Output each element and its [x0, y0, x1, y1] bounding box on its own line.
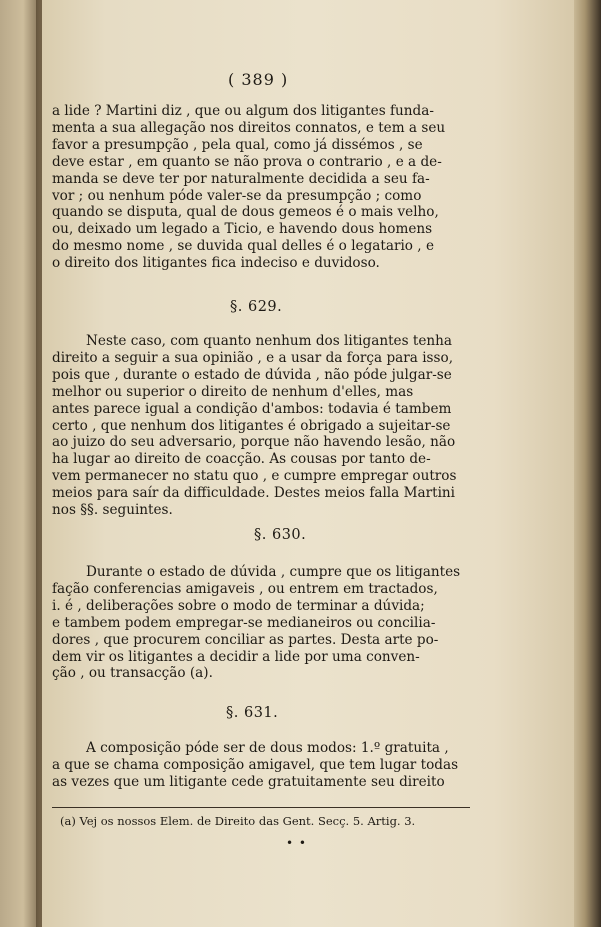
text-line: certo , que nenhum dos litigantes é obrigado a sujeitar-se	[52, 417, 451, 434]
text-line: vor ; ou nenhum póde valer-se da presumpção ; como	[52, 187, 422, 204]
text-line: nos §§. seguintes.	[52, 502, 173, 519]
page-number: ( 389 )	[228, 70, 289, 89]
section-heading-629: §. 629.	[230, 299, 283, 315]
page-edge-right	[574, 0, 601, 927]
footnote-rule	[52, 807, 470, 808]
text-line: as vezes que um litigante cede gratuitamente seu direito	[52, 773, 445, 790]
text-line: vem permanecer no statu quo , e cumpre empregar outros	[52, 468, 457, 485]
paragraph-3	[52, 564, 470, 682]
text-line: quando se disputa, qual de dous gemeos é o mais velho,	[52, 204, 439, 221]
text-line: menta a sua allegação nos direitos connatos, e tem a seu	[52, 119, 446, 136]
text-line: A composição póde ser de dous modos: 1.º gratuita ,	[86, 740, 449, 756]
text-line: antes parece igual a condição d'ambos: todavia é tambem	[52, 400, 452, 417]
text-line: dem vir os litigantes a decidir a lide por uma conven-	[52, 648, 420, 665]
text-line: fação conferencias amigaveis , ou entrem em tractados,	[52, 580, 438, 597]
text-line: pois que , durante o estado de dúvida , não póde julgar-se	[52, 366, 452, 383]
text-line: Neste caso, com quanto nenhum dos litigantes tenha	[86, 333, 453, 349]
footnote: (a) Vej os nossos Elem. de Direito das Gent. Secç. 5. Artig. 3.	[60, 814, 416, 828]
paragraph-2	[52, 333, 470, 519]
paragraph-4	[52, 740, 470, 791]
text-line: manda se deve ter por naturalmente decidida a seu fa-	[52, 170, 430, 187]
text-line: e tambem podem empregar-se medianeiros ou concilia-	[52, 614, 436, 631]
text-line: ou, deixado um legado a Ticio, e havendo dous homens	[52, 221, 433, 238]
text-line: i. é , deliberações sobre o modo de terminar a dúvida;	[52, 597, 425, 614]
text-line: ção , ou transacção (a).	[52, 665, 213, 682]
text-line: Durante o estado de dúvida , cumpre que os litigantes	[86, 564, 461, 580]
book-page	[42, 0, 574, 927]
text-line: direito a seguir a sua opinião , e a usar da força para isso,	[52, 349, 454, 366]
text-line: melhor ou superior o direito de nenhum d'elles, mas	[52, 383, 414, 400]
section-heading-630: §. 630.	[254, 527, 307, 543]
text-line: deve estar , em quanto se não prova o contrario , e a de-	[52, 153, 442, 170]
text-line: do mesmo nome , se duvida qual delles é o legatario , e	[52, 238, 434, 255]
section-heading-631: §. 631.	[226, 705, 279, 721]
text-line: ha lugar ao direito de coacção. As cousas por tanto de-	[52, 451, 431, 468]
text-line: o direito dos litigantes fica indeciso e duvidoso.	[52, 255, 380, 272]
text-line: a lide ? Martini diz , que ou algum dos litigantes funda-	[52, 103, 434, 119]
paragraph-1	[52, 103, 470, 272]
text-line: ao juizo do seu adversario, porque não havendo lesão, não	[52, 434, 456, 451]
text-line: favor a presumpção , pela qual, como já dissémos , se	[52, 136, 423, 153]
signature-mark: • •	[286, 836, 307, 850]
text-line: a que se chama composição amigavel, que tem lugar todas	[52, 756, 459, 773]
text-line: meios para saír da difficuldade. Destes meios falla Martini	[52, 485, 456, 502]
text-line: dores , que procurem conciliar as partes. Desta arte po-	[52, 631, 439, 648]
